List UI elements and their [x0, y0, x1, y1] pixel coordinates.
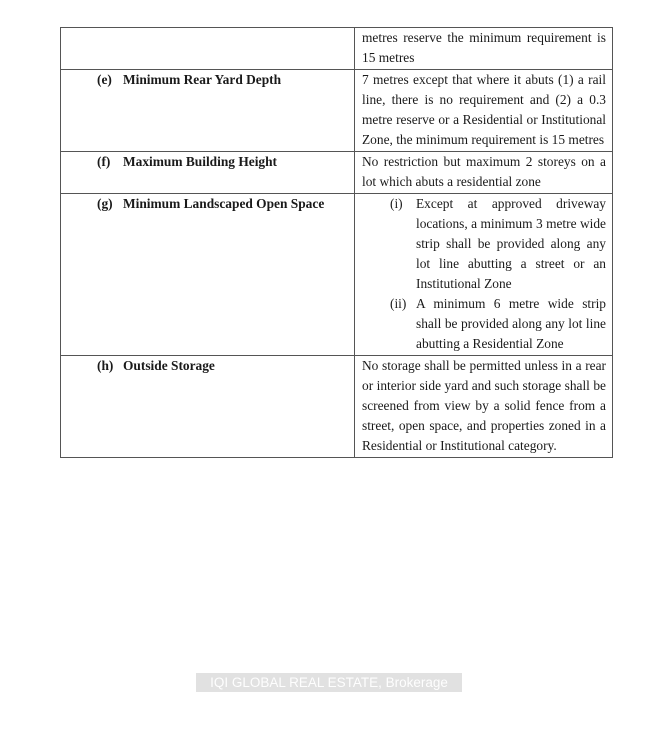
list-item: [390, 294, 606, 354]
table-row: [61, 70, 613, 152]
list-item-number: (ii): [390, 296, 407, 311]
row-letter: (f): [97, 154, 111, 169]
row-label-cell: [61, 70, 355, 152]
row-label-cell: [61, 152, 355, 194]
row-label: [61, 194, 354, 214]
brokerage-watermark: IQI GLOBAL REAL ESTATE, Brokerage: [196, 673, 462, 692]
row-value-cell: [355, 70, 613, 152]
requirement-text: No storage shall be permitted unless in a rear or interior side yard and such storage shall be screened from view by a solid fence from a street, open space, and properties zoned in a Residential or Institutional category.: [362, 358, 606, 453]
list-item-number: (i): [390, 196, 403, 211]
row-label: [61, 152, 354, 172]
row-value-cell: [355, 194, 613, 356]
sub-requirement-list: [362, 194, 606, 354]
zoning-requirements-table: [60, 27, 613, 458]
row-value-cell: [355, 28, 613, 70]
row-label-cell: [61, 28, 355, 70]
row-value-cell: [355, 356, 613, 458]
row-letter: (e): [97, 72, 112, 87]
row-value-cell: [355, 152, 613, 194]
row-letter: (h): [97, 358, 114, 373]
row-label: [61, 70, 354, 90]
requirement-text: 7 metres except that where it abuts (1) a rail line, there is no requirement and (2) a 0.3 metre reserve or a Residential or Institutional Zone, the minimum requirement is 15 metres: [362, 72, 606, 147]
list-item-text: A minimum 6 metre wide strip shall be provided along any lot line abutting a Residential Zone: [416, 296, 606, 351]
requirement-text: No restriction but maximum 2 storeys on a lot which abuts a residential zone: [362, 154, 606, 189]
row-label: [61, 356, 354, 376]
row-letter: (g): [97, 196, 113, 211]
table-row: [61, 194, 613, 356]
row-label-text: Outside Storage: [123, 358, 215, 373]
row-label-cell: [61, 356, 355, 458]
table-row: [61, 152, 613, 194]
row-label-cell: [61, 194, 355, 356]
list-item-text: Except at approved driveway locations, a minimum 3 metre wide strip shall be provided along any lot line abutting a street or an Institutional Zone: [416, 196, 606, 291]
row-label-text: Maximum Building Height: [123, 154, 278, 169]
row-label-text: Minimum Rear Yard Depth: [123, 72, 282, 87]
table-row: [61, 356, 613, 458]
list-item: [390, 194, 606, 294]
requirement-text: metres reserve the minimum requirement is 15 metres: [362, 30, 606, 65]
table-row: [61, 28, 613, 70]
row-label-text: Minimum Landscaped Open Space: [123, 196, 325, 211]
